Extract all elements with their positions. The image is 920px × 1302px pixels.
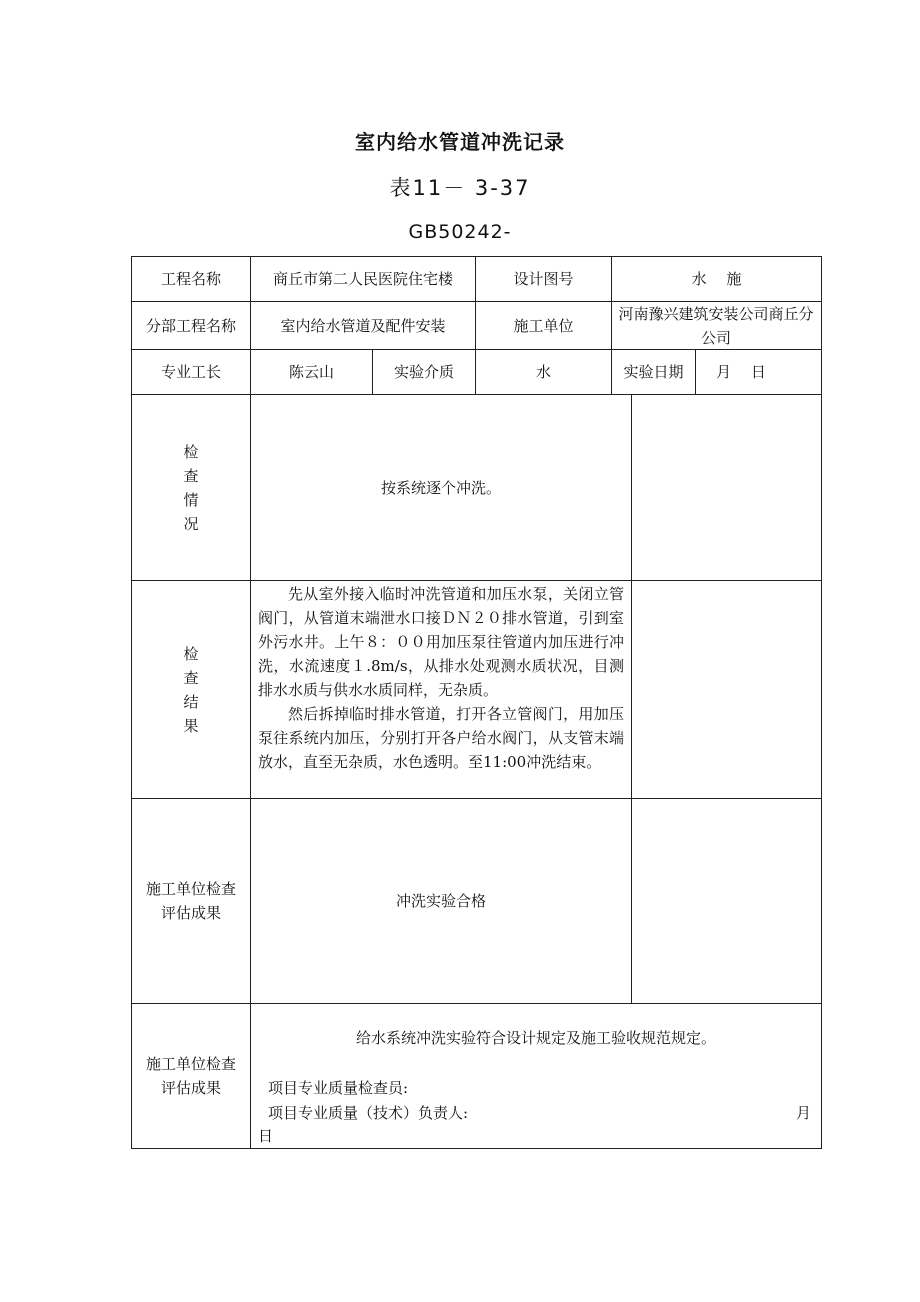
test-date-label: 实验日期 <box>623 363 684 381</box>
result-label: 检 查 结 果 <box>183 644 199 735</box>
result-content <box>258 582 624 774</box>
inspector-label: 项目专业质量检查员: <box>268 1079 409 1097</box>
evaluation-label-1: 施工单位检查评估成果 <box>145 880 236 922</box>
foreman-value: 陈云山 <box>288 363 334 381</box>
drawing-no-label: 设计图号 <box>513 270 574 288</box>
drawing-no-value: 水 施 <box>691 270 742 288</box>
document-title: 室内给水管道冲洗记录 <box>355 130 565 154</box>
result-paragraph-1: 先从室外接入临时冲洗管道和加压水泵，关闭立管阀门，从管道末端泄水口接ＤＮ２０排水管道，引到室外污水井。上午８：００用加压泵往管道内加压进行冲洗，水流速度１.8m/s，从排水处观测水质状况，目测排水水质与供水水质同样，无杂质。 <box>258 585 624 699</box>
evaluation-statement: 给水系统冲洗实验符合设计规定及施工验收规范规定。 <box>355 1029 716 1047</box>
evaluation-label-2: 施工单位检查评估成果 <box>145 1055 236 1097</box>
project-name-label: 工程名称 <box>160 270 221 288</box>
inspection-label: 检 查 情 况 <box>183 442 199 533</box>
sign-day-label: 日 <box>258 1127 274 1145</box>
medium-value: 水 <box>535 363 551 381</box>
sub-project-value: 室内给水管道及配件安装 <box>280 316 446 335</box>
test-date-value: 月 日 <box>716 363 766 381</box>
medium-label: 实验介质 <box>393 363 454 381</box>
standard-code: GB50242- <box>408 221 512 243</box>
contractor-value: 河南豫兴建筑安装公司商丘分公司 <box>618 304 814 347</box>
contractor-label: 施工单位 <box>513 316 574 335</box>
sign-month-label: 月 <box>796 1104 812 1122</box>
sub-project-label: 分部工程名称 <box>145 316 236 335</box>
project-name-value: 商丘市第二人民医院住宅楼 <box>272 270 453 288</box>
technical-lead-label: 项目专业质量（技术）负责人: <box>268 1104 469 1122</box>
form-number: 表11－ 3-37 <box>389 176 531 200</box>
evaluation-content-1: 冲洗实验合格 <box>395 892 486 910</box>
inspection-content: 按系统逐个冲洗。 <box>380 478 501 497</box>
foreman-label: 专业工长 <box>160 363 221 381</box>
result-paragraph-2: 然后拆掉临时排水管道，打开各立管阀门，用加压泵往系统内加压，分别打开各户给水阀门，从支管末端放水，直至无杂质，水色透明。至11:00冲洗结束。 <box>258 705 624 771</box>
